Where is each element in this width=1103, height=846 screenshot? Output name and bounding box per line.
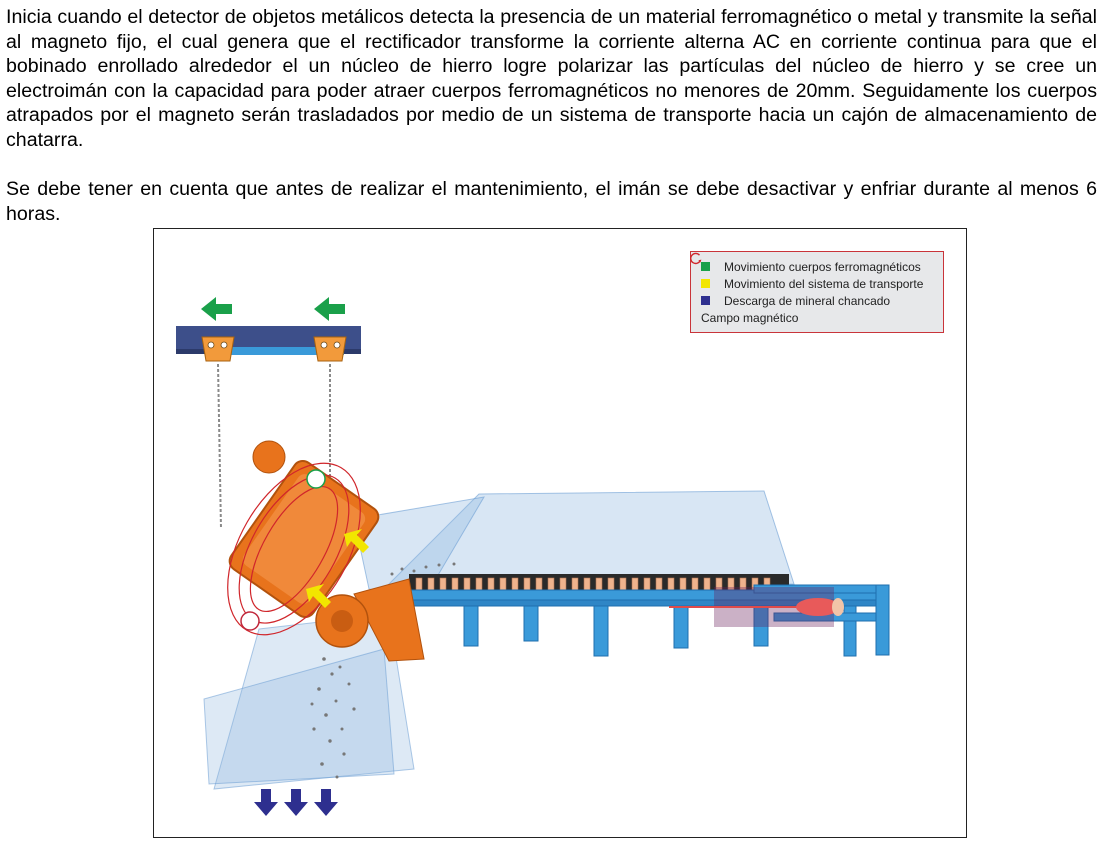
belt-conveyor: [316, 574, 889, 661]
legend-item: [701, 292, 935, 309]
trolley-frame: [176, 326, 361, 361]
legend-item: [701, 258, 935, 275]
magnetic-field-icon: [689, 252, 702, 265]
legend-item: [701, 275, 935, 292]
ferromagnetic-movement-arrows: [201, 297, 345, 321]
maintenance-note-paragraph: Se debe tener en cuenta que antes de realizar el mantenimiento, el imán se debe desactivar y enfriar durante al menos 6 horas.: [6, 178, 1097, 225]
description-paragraph: Inicia cuando el detector de objetos metálicos detecta la presencia de un material ferromagnético o metal y transmite la señal al magneto fijo, el cual genera que el rectificador transforme la corriente alterna AC en corriente continua para que el bobinado enrollado alrededor el un núcleo de hierro logre polarizar las partículas del núcleo de hierro y se cree un electroimán con la capacidad para poder atraer cuerpos ferromagnéticos no menores de 20mm. Seguidamente los cuerpos atrapados por el magneto serán trasladados por medio de un sistema de transporte hacia un cajón de almacenamiento de chatarra.: [6, 6, 1097, 151]
yellow-square-icon: [701, 279, 710, 288]
magnetic-separator-diagram: [153, 228, 967, 838]
legend-item: [701, 309, 935, 326]
blue-square-icon: [701, 296, 710, 305]
legend-label: Movimiento del sistema de transporte: [724, 276, 924, 291]
diagram-legend: [690, 251, 944, 333]
legend-label: Movimiento cuerpos ferromagnéticos: [724, 259, 921, 274]
green-square-icon: [701, 262, 710, 271]
legend-label: Campo magnético: [701, 310, 799, 325]
legend-label: Descarga de mineral chancado: [724, 293, 891, 308]
ore-discharge-arrows: [254, 789, 338, 816]
